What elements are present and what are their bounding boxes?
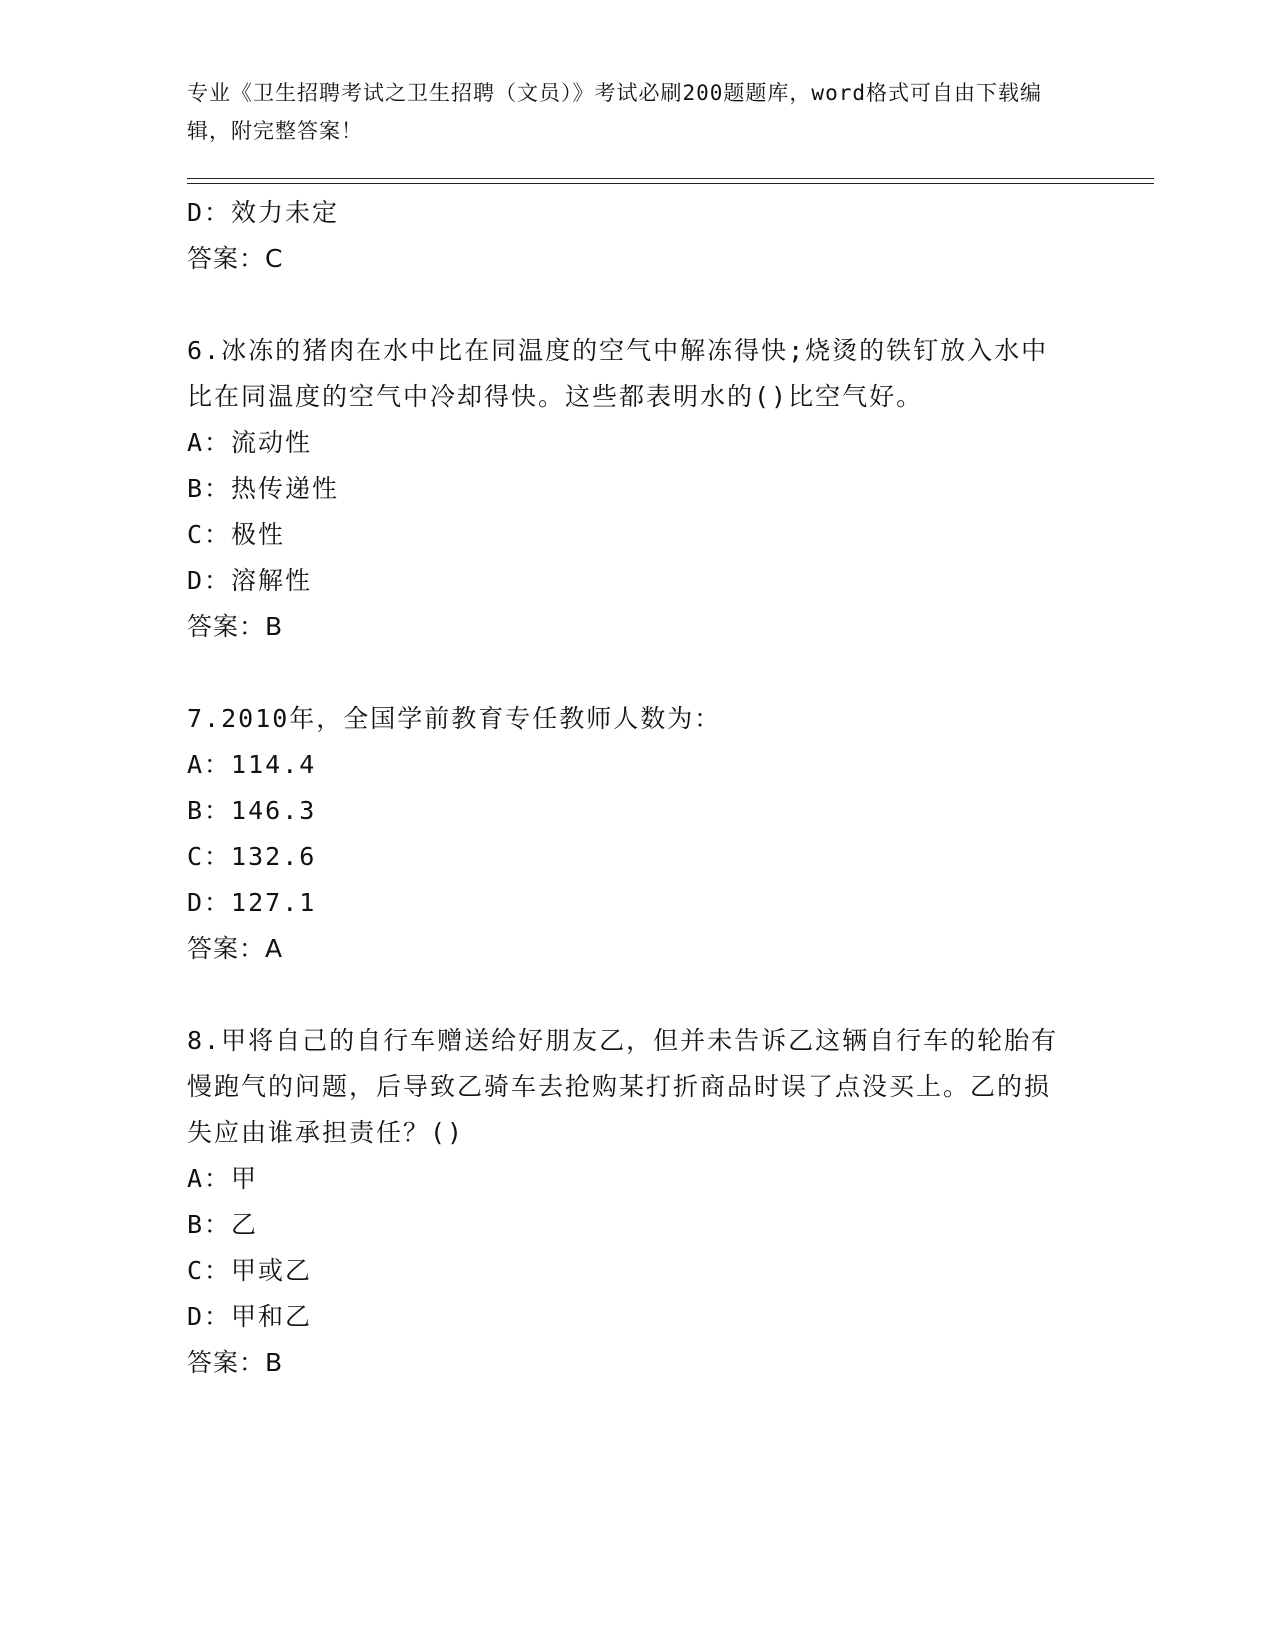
answer-line: 答案：C bbox=[187, 244, 284, 273]
option-d: D：效力未定 bbox=[187, 198, 340, 227]
question-8 bbox=[187, 1018, 1087, 1386]
option-d: D：甲和乙 bbox=[187, 1302, 313, 1331]
header-rule-top bbox=[187, 178, 1154, 179]
option-b: B：乙 bbox=[187, 1210, 259, 1239]
document-header: 专业《卫生招聘考试之卫生招聘（文员）》考试必刷200题题库，word格式可自由下载编辑，附完整答案！ bbox=[187, 81, 1042, 143]
question-6 bbox=[187, 328, 1087, 650]
header-rule-bottom bbox=[187, 183, 1154, 184]
spacer bbox=[187, 650, 1087, 696]
option-c: C：132.6 bbox=[187, 842, 317, 871]
spacer bbox=[187, 972, 1087, 1018]
option-a: A：114.4 bbox=[187, 750, 317, 779]
question-text: 8.甲将自己的自行车赠送给好朋友乙，但并未告诉乙这辆自行车的轮胎有慢跑气的问题，后导致乙骑车去抢购某打折商品时误了点没买上。乙的损失应由谁承担责任？() bbox=[187, 1026, 1059, 1147]
option-b: B：146.3 bbox=[187, 796, 317, 825]
option-c: C：甲或乙 bbox=[187, 1256, 313, 1285]
option-c: C：极性 bbox=[187, 520, 286, 549]
option-a: A：流动性 bbox=[187, 428, 313, 457]
answer-line: 答案：B bbox=[187, 1348, 284, 1377]
question-list bbox=[187, 190, 1087, 1386]
question-text: 7.2010年，全国学前教育专任教师人数为： bbox=[187, 704, 722, 733]
option-a: A：甲 bbox=[187, 1164, 259, 1193]
question-7 bbox=[187, 696, 1087, 972]
option-b: B：热传递性 bbox=[187, 474, 340, 503]
spacer bbox=[187, 282, 1087, 328]
answer-line: 答案：A bbox=[187, 934, 284, 963]
option-d: D：溶解性 bbox=[187, 566, 313, 595]
question-text: 6.冰冻的猪肉在水中比在同温度的空气中解冻得快;烧烫的铁钉放入水中比在同温度的空气中冷却得快。这些都表明水的()比空气好。 bbox=[187, 336, 1049, 411]
answer-line: 答案：B bbox=[187, 612, 284, 641]
option-d: D：127.1 bbox=[187, 888, 317, 917]
